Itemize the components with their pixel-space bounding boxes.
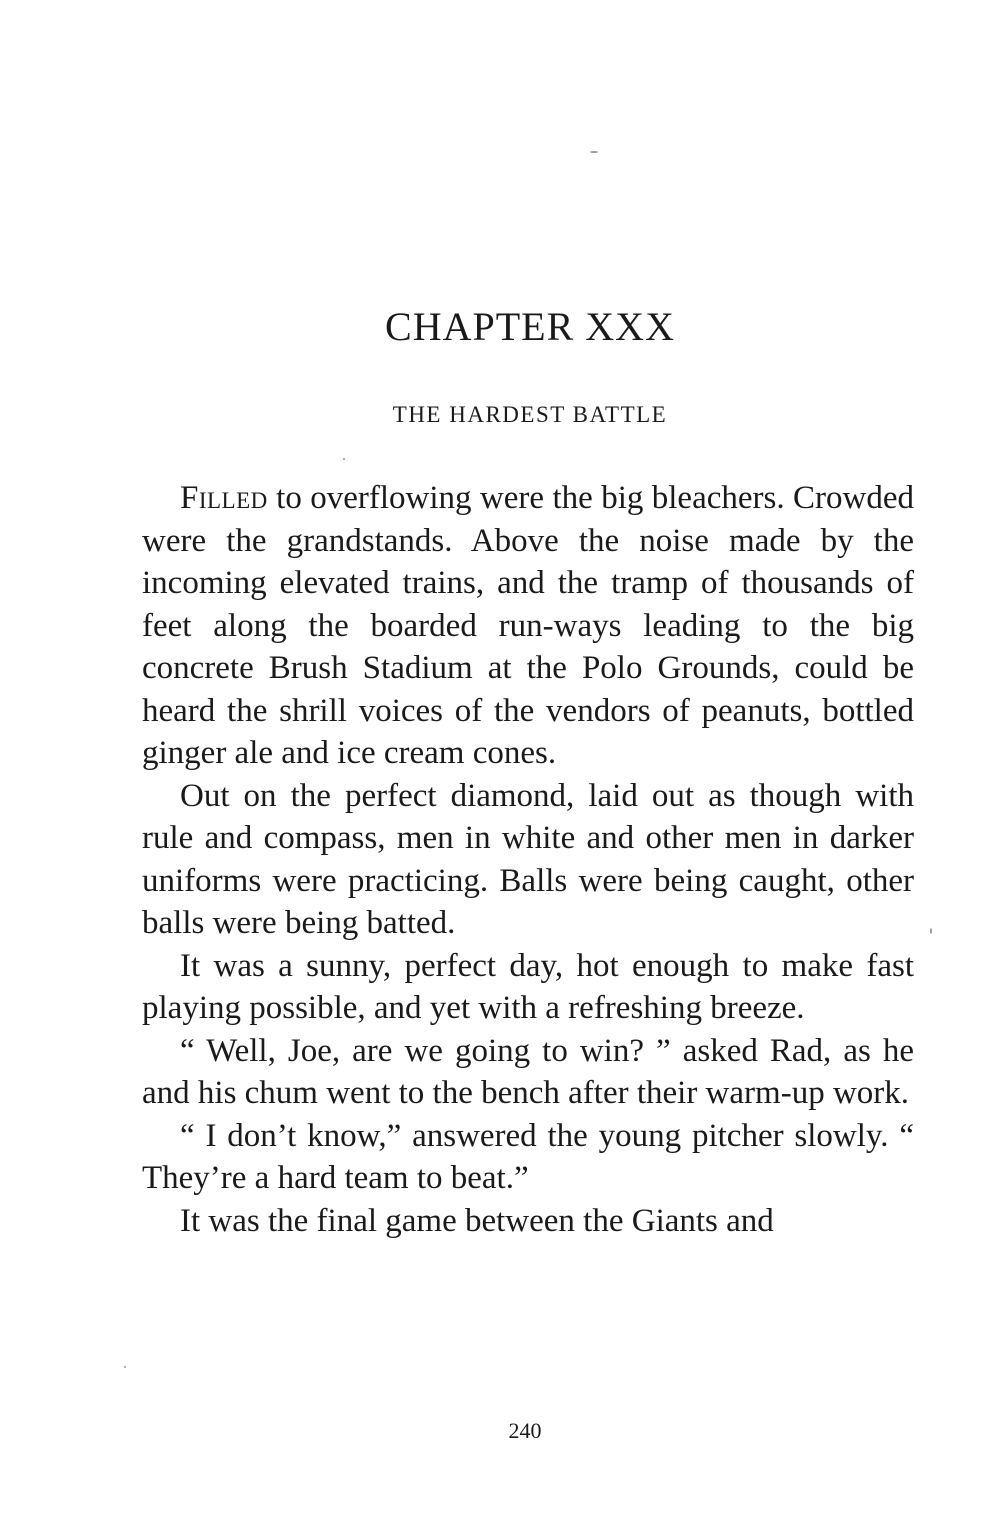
paragraph-4: “ Well, Joe, are we going to win? ” asked Rad, as he and his chum went to the bench after their warm-up work. xyxy=(142,1032,914,1111)
paragraph-text: to overflowing were the big bleachers. Crowded were the grandstands. Above the noise made by the incoming elevated trains, and the tramp of thousands of feet along the boarded run-ways leading to the big concrete Brush Stadium at the Polo Grounds, could be heard the shrill voices of the vendors of peanuts, bottled ginger ale and ice cream cones. xyxy=(142,480,914,771)
chapter-body xyxy=(142,477,914,1242)
print-speck xyxy=(590,151,598,153)
page-number: 240 xyxy=(508,1418,542,1443)
paragraph-5: “ I don’t know,” answered the young pitcher slowly. “ They’re a hard team to beat.” xyxy=(142,1117,914,1196)
print-speck xyxy=(343,458,345,460)
paragraph-1 xyxy=(142,477,914,775)
paragraph-3: It was a sunny, perfect day, hot enough to make fast playing possible, and yet with a refreshing breeze. xyxy=(142,947,914,1026)
print-speck xyxy=(930,928,932,934)
paragraph-6: It was the final game between the Giants and xyxy=(180,1202,774,1239)
chapter-title: THE HARDEST BATTLE xyxy=(392,402,668,427)
drop-lead-word: Filled xyxy=(180,480,268,516)
chapter-number: CHAPTER XXX xyxy=(385,304,675,349)
print-speck xyxy=(124,1366,126,1368)
paragraph-2: Out on the perfect diamond, laid out as though with rule and compass, men in white and other men in darker uniforms were practicing. Balls were being caught, other balls were being batted. xyxy=(142,777,914,941)
